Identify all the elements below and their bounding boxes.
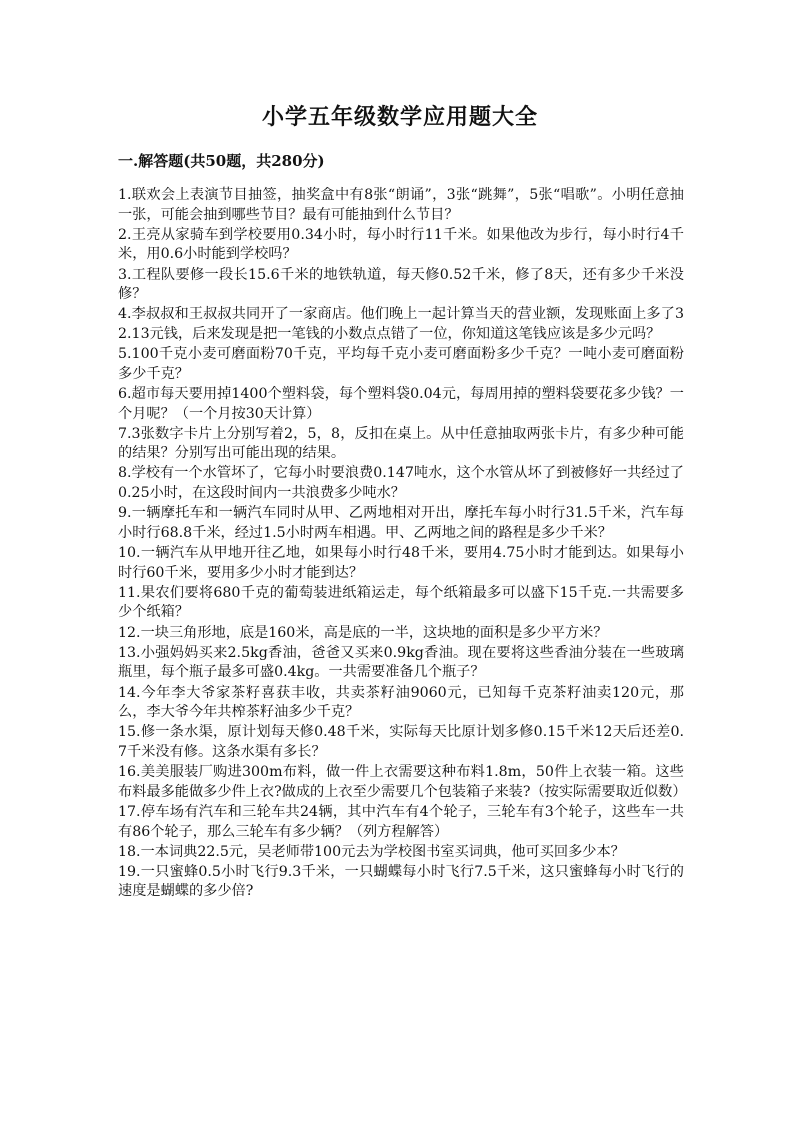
question-3: 3.工程队要修一段长15.6千米的地铁轨道，每天修0.52千米，修了8天，还有多少千米没修？ — [118, 266, 684, 303]
question-1: 1.联欢会上表演节目抽签，抽奖盒中有8张“朗诵”，3张“跳舞”，5张“唱歌”。小明任意抽一张，可能会抽到哪些节目？最有可能抽到什么节目？ — [118, 187, 684, 223]
question-15: 15.修一条水渠，原计划每天修0.48千米，实际每天比原计划多修0.15千米12天后还差0.7千米没有修。这条水渠有多长？ — [118, 724, 684, 760]
question-8: 8.学校有一个水管坏了，它每小时要浪费0.147吨水，这个水管从坏了到被修好一共经过了0.25小时，在这段时间内一共浪费多少吨水？ — [118, 465, 684, 502]
question-10: 10.一辆汽车从甲地开往乙地，如果每小时行48千米，要用4.75小时才能到达。如果每小时行60千米，要用多少小时才能到达？ — [118, 545, 684, 581]
question-18: 18.一本词典22.5元，吴老师带100元去为学校图书室买词典，他可买回多少本？ — [118, 843, 625, 860]
question-13: 13.小强妈妈买来2.5kg香油，爸爸又买来0.9kg香油。现在要将这些香油分装在一些玻璃瓶里，每个瓶子最多可盛0.4kg。一共需要准备几个瓶子？ — [118, 644, 684, 681]
question-11: 11.果农们要将680千克的葡萄装进纸箱运走，每个纸箱最多可以盛下15千克.一共需要多少个纸箱？ — [118, 584, 684, 621]
question-19: 19.一只蜜蜂0.5小时飞行9.3千米，一只蝴蝶每小时飞行7.5千米，这只蜜蜂每小时飞行的速度是蝴蝶的多少倍? — [118, 863, 684, 900]
question-5: 5.100千克小麦可磨面粉70千克，平均每千克小麦可磨面粉多少千克？一吨小麦可磨面粉多少千克？ — [118, 346, 684, 382]
question-7: 7.3张数字卡片上分别写着2，5，8，反扣在桌上。从中任意抽取两张卡片，有多少种可能的结果？分别写出可能出现的结果。 — [118, 425, 684, 462]
question-6: 6.超市每天要用掉1400个塑料袋，每个塑料袋0.04元，每周用掉的塑料袋要花多少钱？一个月呢？（一个月按30天计算） — [118, 385, 684, 422]
document-title: 小学五年级数学应用题大全 — [261, 104, 538, 130]
question-17: 17.停车场有汽车和三轮车共24辆，其中汽车有4个轮子，三轮车有3个轮子，这些车一共有86个轮子，那么三轮车有多少辆？（列方程解答） — [118, 803, 684, 840]
question-16: 16.美美服装厂购进300m布料，做一件上衣需要这种布料1.8m，50件上衣装一箱。这些布料最多能做多少件上衣?做成的上衣至少需要几个包装箱子来装?（按实际需要取近似数） — [118, 764, 687, 800]
question-12: 12.一块三角形地，底是160米，高是底的一半，这块地的面积是多少平方米？ — [118, 624, 608, 641]
question-14: 14.今年李大爷家茶籽喜获丰收，共卖茶籽油9060元，已知每千克茶籽油卖120元，那么，李大爷今年共榨茶籽油多少千克？ — [118, 684, 684, 721]
question-2: 2.王亮从家骑车到学校要用0.34小时，每小时行11千米。如果他改为步行，每小时行4千米，用0.6小时能到学校吗？ — [118, 226, 684, 263]
question-9: 9.一辆摩托车和一辆汽车同时从甲、乙两地相对开出，摩托车每小时行31.5千米，汽车每小时行68.8千米，经过1.5小时两车相遇。甲、乙两地之间的路程是多少千米？ — [118, 505, 684, 541]
question-4: 4.李叔叔和王叔叔共同开了一家商店。他们晚上一起计算当天的营业额，发现账面上多了32.13元钱，后来发现是把一笔钱的小数点点错了一位，你知道这笔钱应该是多少元吗？ — [118, 306, 684, 342]
question-list — [118, 186, 687, 903]
section-heading: 一.解答题(共50题，共280分) — [118, 152, 325, 170]
